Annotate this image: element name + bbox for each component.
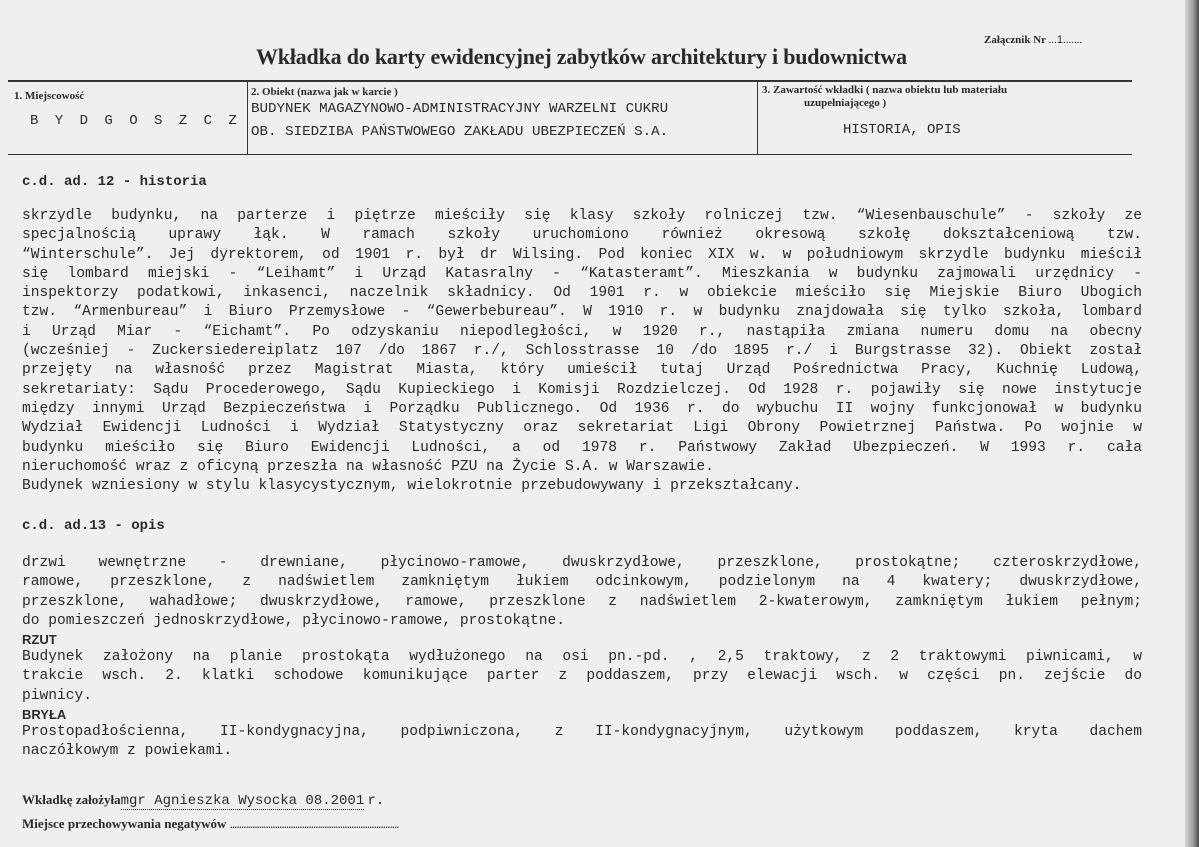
history-line: tzw. “Armenbureau” i Biuro Przemysłowe - “Gewerbebureau”. W 1910 r. w budynku znajdowała się tylko szkoła, lombard (22, 304, 1142, 321)
history-line: inspektorzy podatkowi, inkasenci, naczelnik składnicy. Od 1901 r. w obiekcie mieściło się Miejskie Biuro Ubogich (22, 285, 1142, 302)
header-divider-1 (247, 81, 248, 155)
object-line-1: BUDYNEK MAGAZYNOWO-ADMINISTRACYJNY WARZELNI CUKRU (251, 101, 669, 117)
header-bottom-rule (8, 154, 1132, 155)
locality-label: 1. Miejscowość (14, 90, 85, 102)
description-heading: c.d. ad.13 - opis (22, 518, 165, 534)
object-line-2: OB. SIEDZIBA PAŃSTWOWEGO ZAKŁADU UBEZPIECZEŃ S.A. (251, 124, 669, 140)
description-line: piwnicy. (22, 687, 93, 704)
history-line: przejęty na własność przez Magistrat Miasta, który umieścił tutaj Urząd Pośrednictwa Pracy, Kuchnię Ludową, (22, 362, 1142, 379)
description-line: do pomieszczeń jednoskrzydłowe, płycinowo-ramowe, prostokątne. (22, 612, 565, 629)
description-line: Budynek założony na planie prostokąta wydłużonego na osi pn.-pd. , 2,5 traktowy, z 2 traktowymi piwnicami, w (22, 649, 1142, 666)
history-line: “Winterschule”. Jej dyrektorem, od 1901 r. był dr Wilsing. Pod koniec XIX w. w południowym skrzydle budynku mieścił (22, 246, 1142, 263)
annex-label: Załącznik Nr (984, 34, 1046, 46)
history-text (22, 207, 1142, 496)
history-line: skrzydle budynku, na parterze i piętrze mieściły się klasy szkoły rolniczej tzw. “Wiesenbauschule” - szkoły ze (22, 208, 1142, 224)
description-line: naczółkowym z powiekami. (22, 743, 233, 760)
author-label: Wkładkę założyła (22, 792, 121, 807)
history-line: i Urząd Miar - “Eichamt”. Po odzyskaniu niepodległości, w 1920 r., nastąpiła zmiana numeru domu na obecny (22, 323, 1142, 340)
description-line: przeszklone, wahadłowe; dwuskrzydłowe, ramowe, przeszklone z nadświetlem 2-kwaterowym, zamkniętym łukiem pełnym; (22, 593, 1142, 610)
scan-edge (1185, 0, 1199, 847)
description-text (22, 554, 1142, 762)
history-line: Wydział Ewidencji Ludności i Wydział Statystyczny oraz sekretariat Ligi Obrony Powietrznej Państwa. Po wojnie w (22, 420, 1142, 437)
content-label: 3. Zawartość wkładki ( nazwa obiektu lub materiału uzupełniającego ) (762, 84, 1008, 109)
header-top-rule (8, 80, 1132, 82)
bryla-heading: BRYŁA (22, 707, 67, 723)
history-line: między innymi Urząd Bezpieczeństwa i Porządku Publicznego. Od 1936 r. do wybuchu II wojny funkcjonował w budynku (22, 400, 1142, 417)
header-divider-2 (757, 81, 758, 155)
history-line: sekretariaty: Sądu Procederowego, Sądu Kupieckiego i Komisji Rozdzielczej. Od 1928 r. pojawiły się nowe instytucje (22, 381, 1142, 398)
negatives-dots: ........................................................................... (229, 816, 399, 831)
history-heading: c.d. ad. 12 - historia (22, 174, 207, 190)
description-line: ramowe, przeszklone, z nadświetlem zamkniętym łukiem odcinkowym, podzielonym na 4 kwatery; dwuskrzydłowe, (22, 574, 1142, 591)
description-line: trakcie wsch. 2. klatki schodowe komunikujące parter z poddaszem, przy elewacji wsch. w części pn. zejście do (22, 668, 1142, 685)
content-value: HISTORIA, OPIS (843, 122, 961, 138)
history-line: (wcześniej - Zuckersiedereiplatz 107 /do 1867 r./, Schlosstrasse 10 /do 1895 r./ i Burgstrasse 32). Obiekt został (22, 343, 1142, 360)
annex-value: 1 (1056, 34, 1063, 46)
author-value: mgr Agnieszka Wysocka 08.2001 (120, 793, 365, 809)
history-line: specjalnością uprawy łąk. W ramach szkoły uruchomiono również okresową szkołę dokształceniową tzw. (22, 227, 1142, 244)
history-line: Budynek wzniesiony w stylu klasycystycznym, wielokrotnie przebudowywany i przekształcany. (22, 478, 802, 495)
history-line: budynku mieściło się Biuro Ewidencji Ludności, a od 1978 r. Państwowy Zakład Ubezpieczeń. W 1993 r. cała (22, 439, 1142, 456)
author-suffix: r. (367, 793, 385, 809)
description-line: drzwi wewnętrzne - drewniane, płycinowo-ramowe, dwuskrzydłowe, przeszklone, prostokątne; czteroskrzydłowe, (22, 555, 1142, 571)
description-line: Prostopadłościenna, II-kondygnacyjna, podpiwniczona, z II-kondygnacyjnym, użytkowym poddaszem, kryta dachem (22, 724, 1142, 741)
negatives-label: Miejsce przechowywania negatywów (22, 816, 227, 831)
locality-value: B Y D G O S Z C Z (30, 113, 241, 129)
author-line (22, 792, 384, 809)
negatives-line (22, 816, 398, 832)
page-title: Wkładka do karty ewidencyjnej zabytków architektury i budownictwa (256, 44, 907, 69)
annex-number: Załącznik Nr ...1....... (984, 34, 1083, 46)
history-line: się lombard miejski - “Leihamt” i Urząd Katasralny - “Katasteramt”. Mieszkania w budynku zajmowali urzędnicy - (22, 265, 1142, 282)
history-line: nieruchomość wraz z oficyną przeszła na własność PZU na Życie S.A. w Warszawie. (22, 458, 714, 475)
object-label: 2. Obiekt (nazwa jak w karcie ) (251, 86, 398, 98)
rzut-heading: RZUT (22, 632, 57, 648)
